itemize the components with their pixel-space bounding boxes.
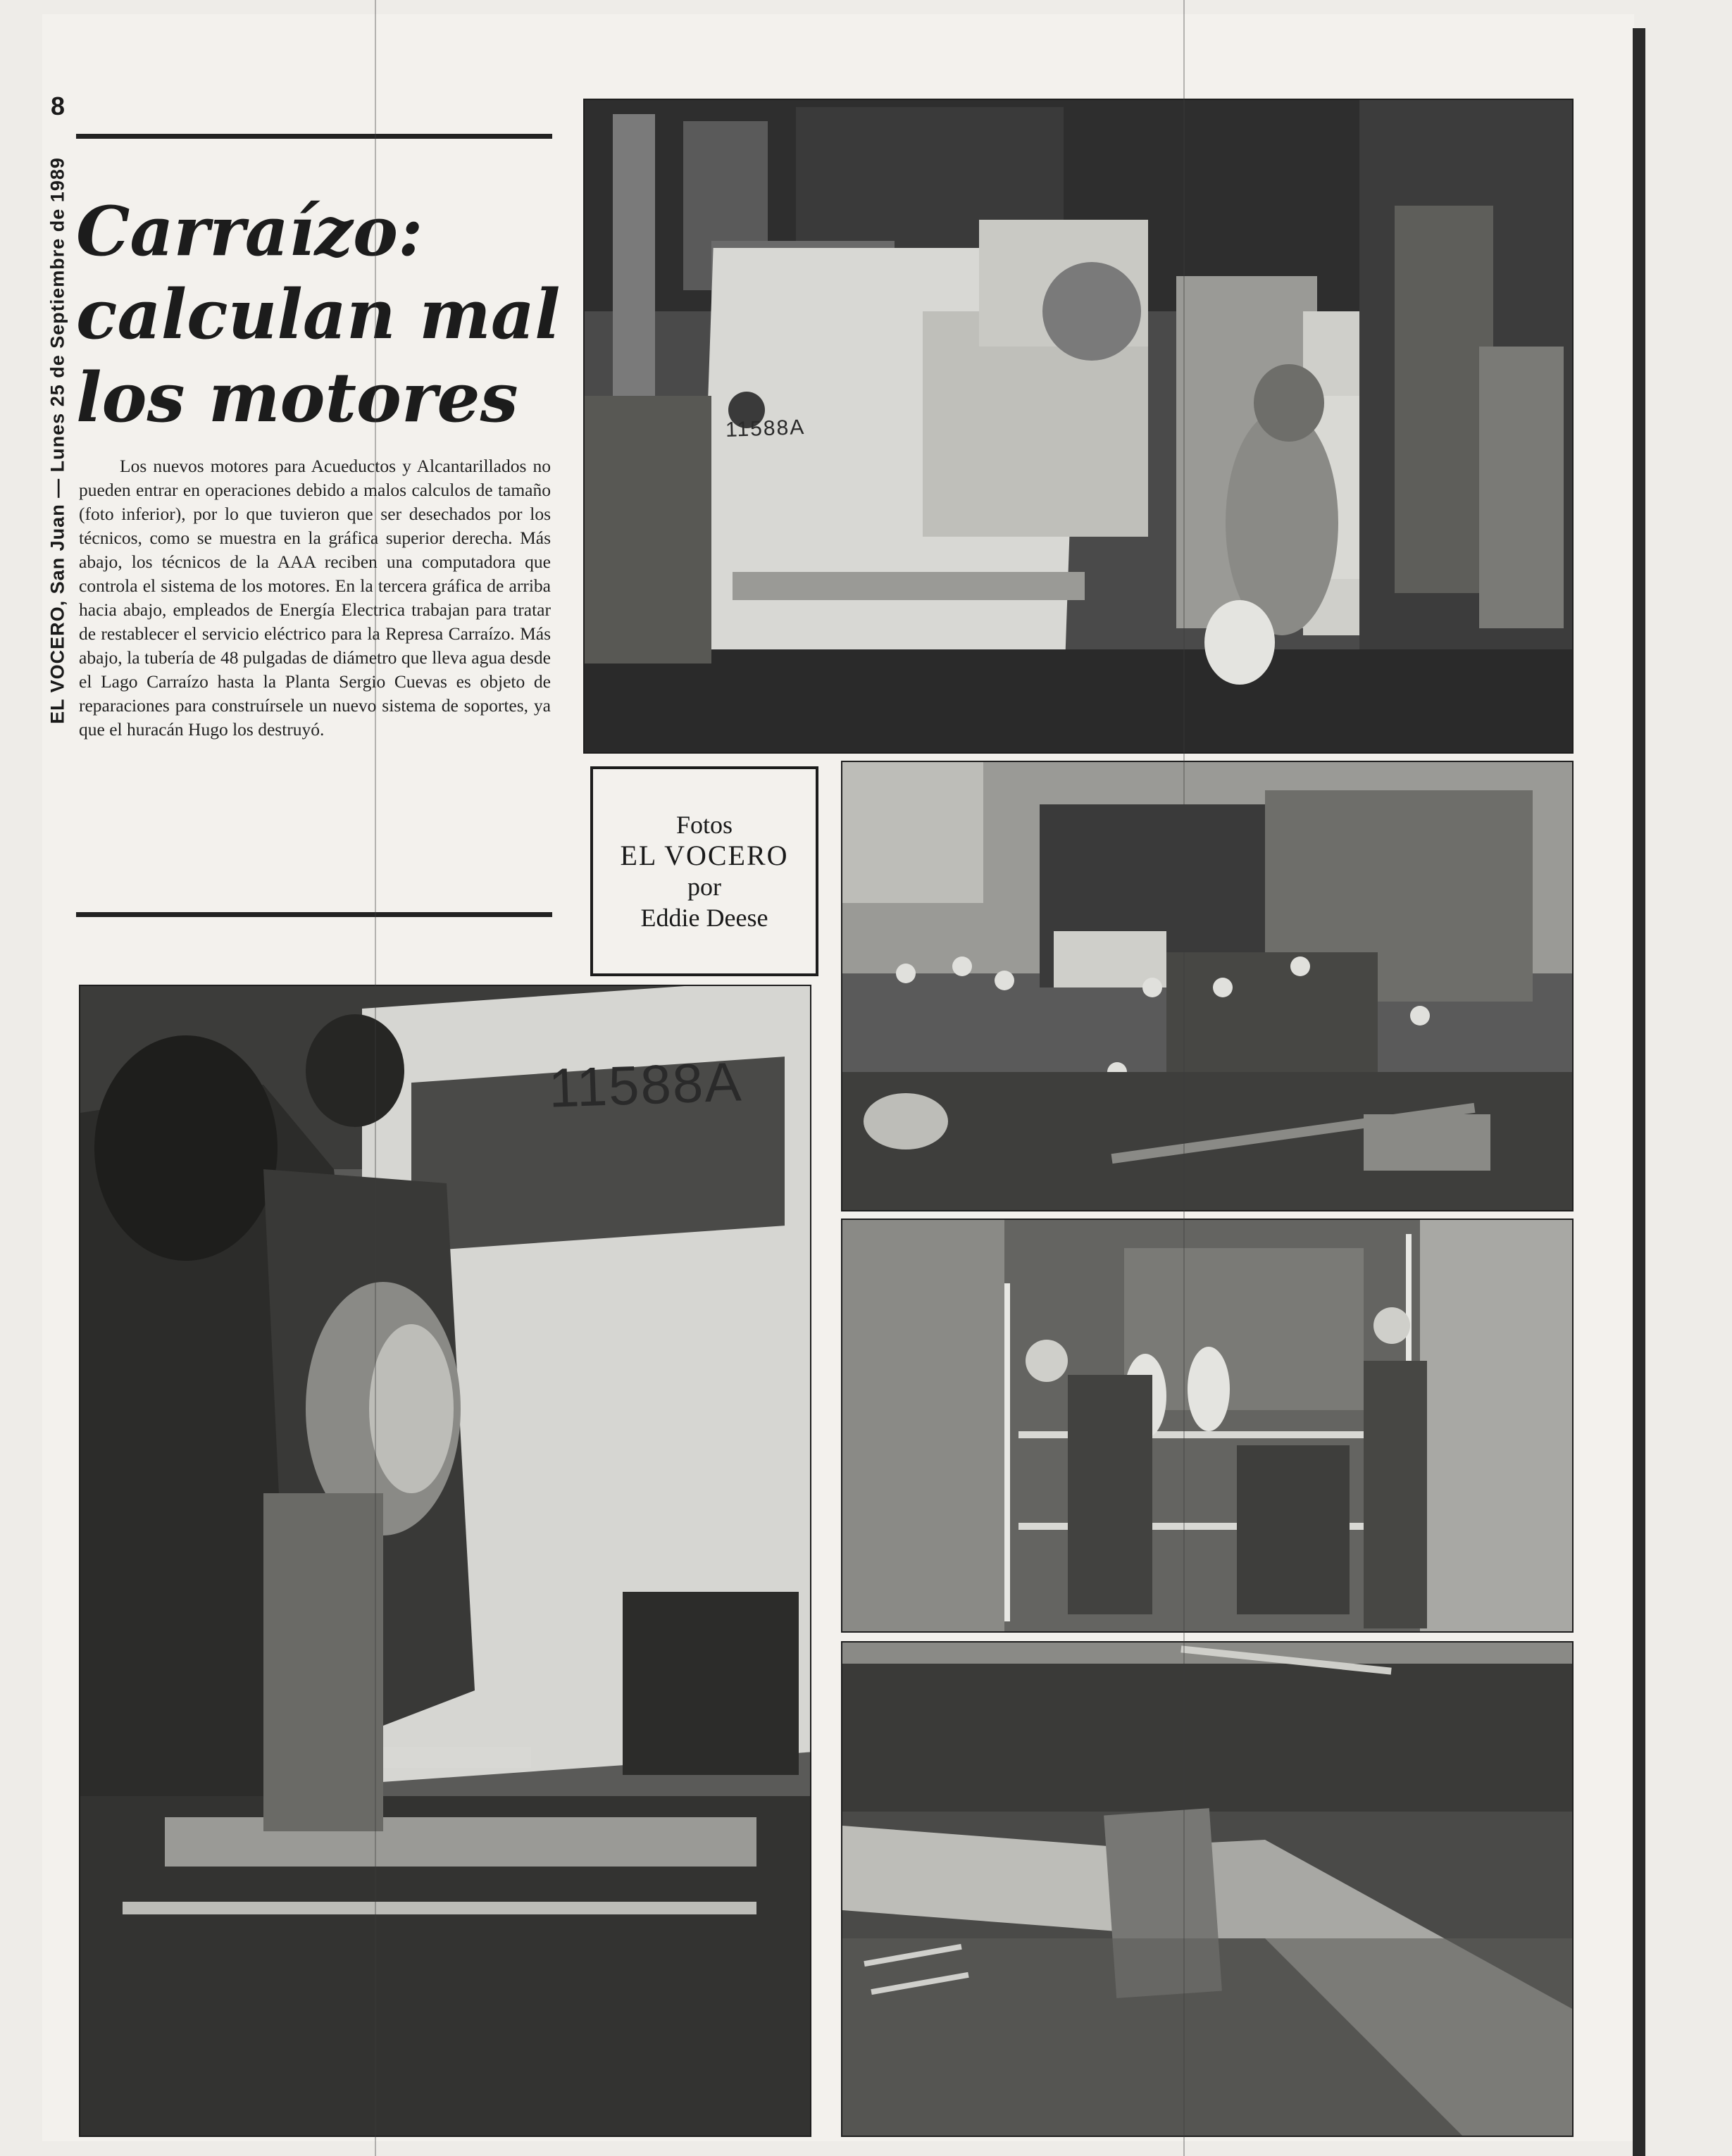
- credit-line-4: Eddie Deese: [640, 904, 768, 932]
- photo-pipe-repair: [841, 1641, 1574, 2137]
- headline-line-3: los motores: [76, 358, 518, 437]
- photo-credit-box: [590, 766, 818, 976]
- page-edge: [1633, 28, 1645, 2156]
- photo-motors-plant: [583, 99, 1574, 754]
- headline: [76, 190, 561, 440]
- photo-motor-closeup: [79, 985, 811, 2137]
- scan-line: [1183, 0, 1185, 2156]
- motor-serial-handwritten: 11588A: [547, 1050, 744, 1119]
- photo-electrical-workers-image: [842, 1220, 1572, 1631]
- credit-line-2: EL VOCERO: [620, 840, 789, 871]
- photo-electrical-workers: [841, 1219, 1574, 1633]
- side-strip-text: EL VOCERO, San Juan — Lunes 25 de Septiembre de 1989: [46, 157, 68, 724]
- photo-motor-closeup-image: [80, 986, 810, 2136]
- scan-line: [375, 0, 376, 2156]
- headline-line-1: Carraízo:: [76, 192, 423, 271]
- photo-pipe-repair-image: [842, 1643, 1572, 2136]
- top-rule: [76, 134, 552, 139]
- credit-line-3: por: [687, 873, 721, 901]
- page-number: 8: [51, 92, 66, 120]
- photo-caption: Los nuevos motores para Acueductos y Alcantarillados no pueden entrar en operaciones debido a malos calculos de tamaño (foto inferior), por lo que tuvieron que ser desechados por los técnicos, como se muestra en la gráfica superior derecha. Más abajo, los técnicos de la AAA reciben una computadora que controla el sistema de los motores. En la tercera gráfica de arriba hacia abajo, empleados de Energía Electrica trabajan para tratar de restablecer el servicio eléctrico para la Represa Carraízo. Más abajo, la tubería de 48 pulgadas de diámetro que lleva agua desde el Lago Carraízo hasta la Planta Sergio Cuevas es objeto de reparaciones para construírsele un nuevo sistema de soportes, ya que el huracán Hugo los destruyó.: [79, 456, 551, 740]
- bottom-rule: [76, 912, 552, 917]
- credit-line-1: Fotos: [675, 811, 733, 839]
- motor-serial-label: 11588A: [725, 416, 806, 442]
- side-strip: [44, 92, 72, 796]
- photo-workers-outdoors: [841, 761, 1574, 1211]
- photo-workers-outdoors-image: [842, 762, 1572, 1210]
- headline-line-2: calculan mal: [76, 275, 561, 354]
